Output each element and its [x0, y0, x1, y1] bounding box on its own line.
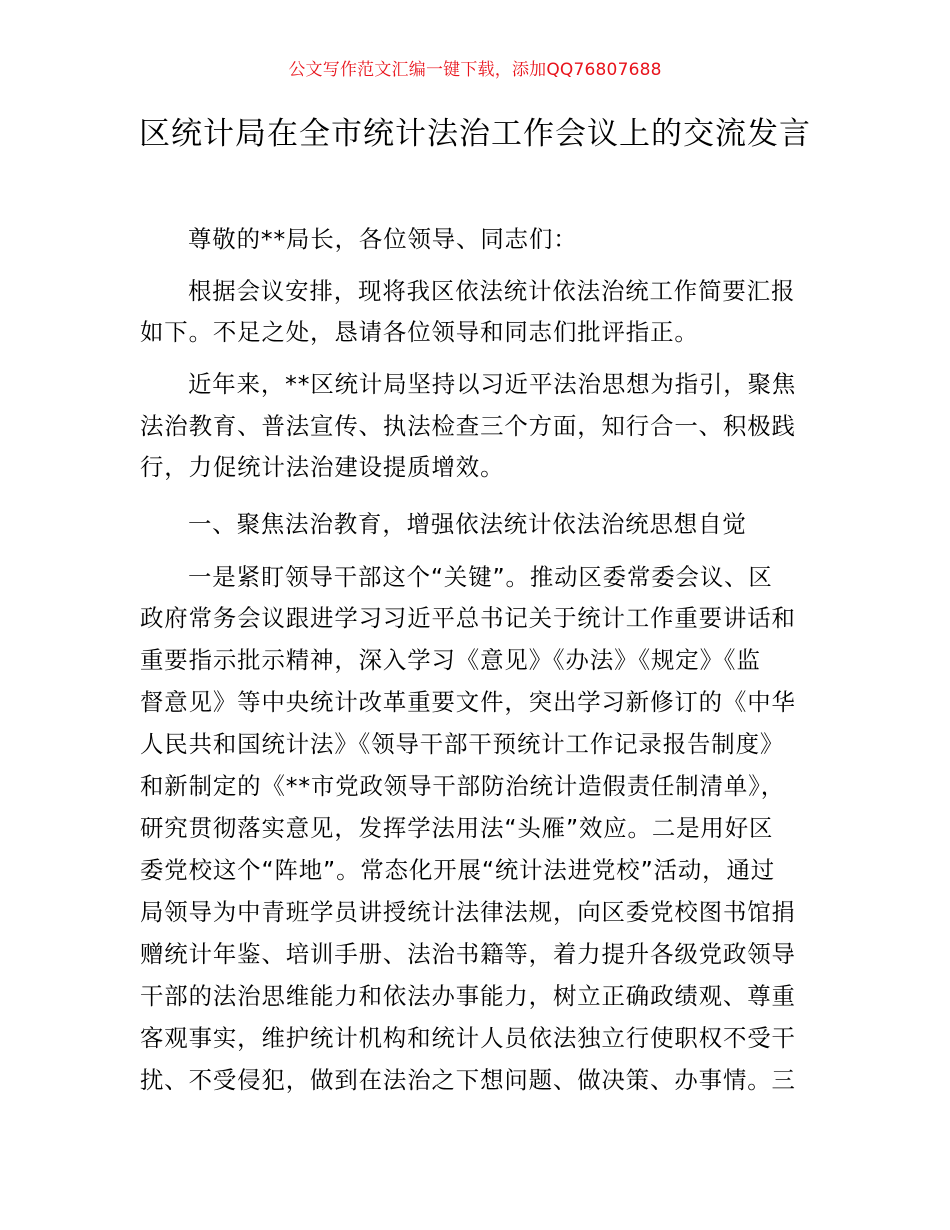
document-title: 区统计局在全市统计法治工作会议上的交流发言 — [139, 116, 811, 152]
body-line: 根据会议安排，现将我区依法统计依法治统工作简要汇报 — [188, 277, 796, 305]
body-line: 一是紧盯领导干部这个“关键”。推动区委常委会议、区 — [188, 563, 773, 591]
body-line: 法治教育、普法宣传、执法检查三个方面，知行合一、积极践 — [140, 412, 796, 440]
body-line: 如下。不足之处，恳请各位领导和同志们批评指正。 — [140, 318, 699, 346]
body-line: 行，力促统计法治建设提质增效。 — [140, 453, 505, 481]
body-line: 局领导为中青班学员讲授统计法律法规，向区委党校图书馆捐 — [140, 898, 796, 926]
body-line: 督意见》等中央统计改革重要文件，突出学习新修订的《中华 — [140, 688, 796, 716]
body-line: 和新制定的《**市党政领导干部防治统计造假责任制清单》， — [140, 772, 786, 800]
download-note: 公文写作范文汇编一键下载，添加QQ76807688 — [288, 60, 662, 80]
body-line: 客观事实，维护统计机构和统计人员依法独立行使职权不受干 — [140, 1024, 796, 1052]
body-line: 政府常务会议跟进学习习近平总书记关于统计工作重要讲话和 — [140, 604, 796, 632]
body-line: 研究贯彻落实意见，发挥学法用法“头雁”效应。二是用好区 — [140, 814, 774, 842]
body-line: 赠统计年鉴、培训手册、法治书籍等，着力提升各级党政领导 — [140, 940, 796, 968]
section-heading: 一、聚焦法治教育，增强依法统计依法治统思想自觉 — [188, 510, 747, 538]
body-line: 人民共和国统计法》《领导干部干预统计工作记录报告制度》 — [140, 730, 785, 758]
body-line: 近年来，**区统计局坚持以习近平法治思想为指引，聚焦 — [188, 370, 797, 398]
body-line: 重要指示批示精神，深入学习《意见》《办法》《规定》《监 — [140, 646, 761, 674]
body-line: 委党校这个“阵地”。常态化开展“统计法进党校”活动，通过 — [140, 856, 776, 884]
body-line: 扰、不受侵犯，做到在法治之下想问题、做决策、办事情。三 — [140, 1066, 796, 1094]
salutation-line: 尊敬的**局长，各位领导、同志们： — [188, 225, 578, 253]
body-line: 干部的法治思维能力和依法办事能力，树立正确政绩观、尊重 — [140, 982, 796, 1010]
